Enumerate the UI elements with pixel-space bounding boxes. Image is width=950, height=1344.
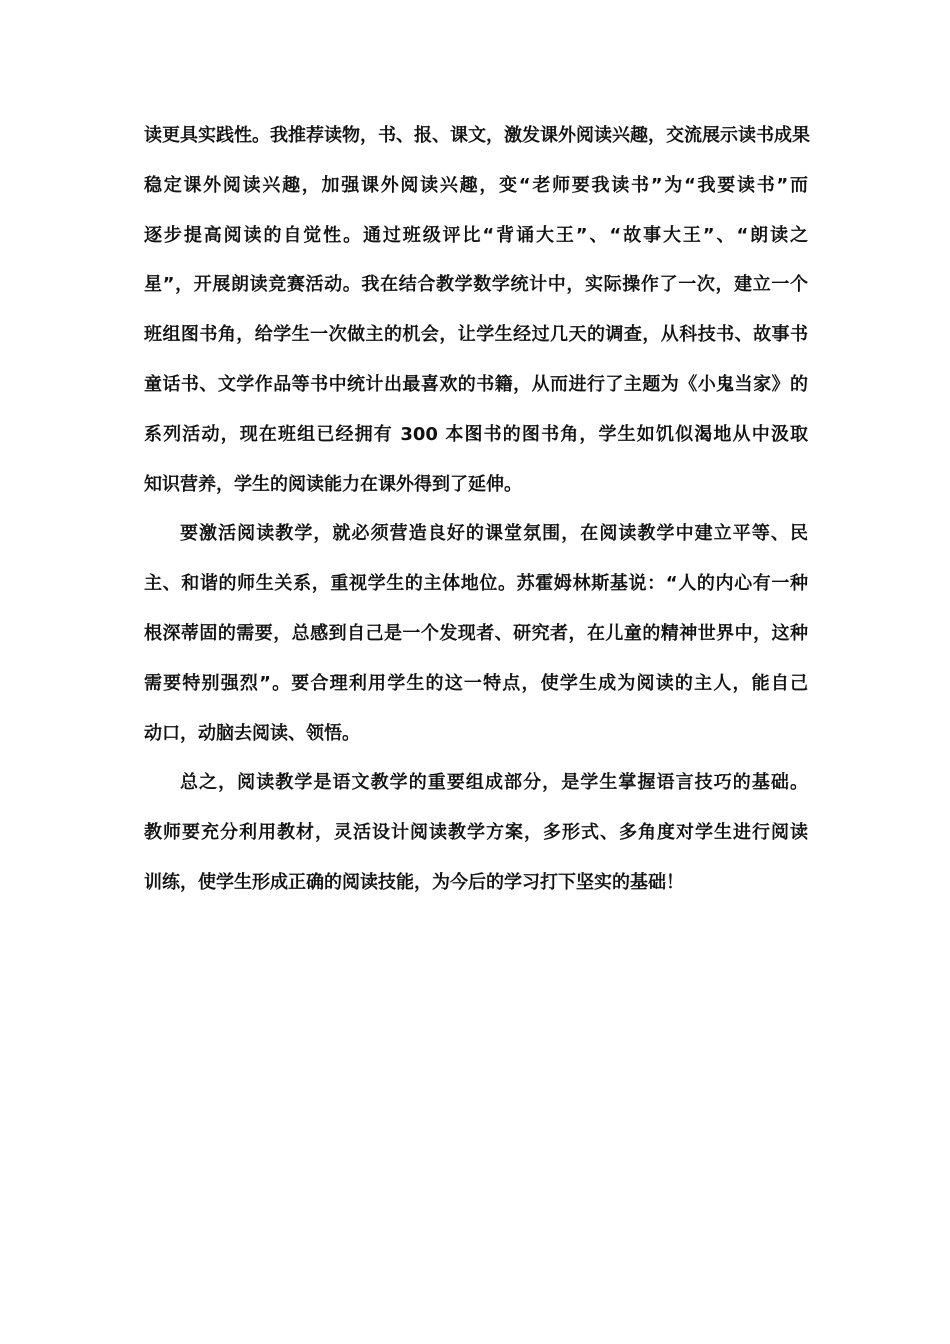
paragraph-2 — [144, 509, 808, 758]
text-line: 逐步提高阅读的自觉性。通过班级评比“背诵大王”、“故事大王”、“朗读之 — [144, 224, 808, 246]
text-line: 教师要充分利用教材，灵活设计阅读教学方案，多形式、多角度对学生进行阅读 — [144, 822, 808, 844]
text-line: 总之，阅读教学是语文教学的重要组成部分，是学生掌握语言技巧的基础。 — [180, 772, 808, 794]
text-line: 稳定课外阅读兴趣，加强课外阅读兴趣，变“老师要我读书”为“我要读书”而 — [144, 174, 808, 196]
text-line: 主、和谐的师生关系，重视学生的主体地位。苏霍姆林斯基说：“人的内心有一种 — [144, 573, 808, 595]
text-line: 班组图书角，给学生一次做主的机会，让学生经过几天的调查，从科技书、故事书 — [144, 324, 808, 346]
text-line: 要激活阅读教学，就必须营造良好的课堂氛围，在阅读教学中建立平等、民 — [180, 523, 808, 545]
text-line: 星”，开展朗读竞赛活动。我在结合教学数学统计中，实际操作了一次，建立一个 — [144, 274, 808, 296]
document-body — [144, 111, 808, 908]
text-line: 动口，动脑去阅读、领悟。 — [144, 722, 360, 744]
paragraph-1 — [144, 111, 808, 509]
text-line: 读更具实践性。我推荐读物，书、报、课文，激发课外阅读兴趣，交流展示读书成果 — [144, 125, 810, 146]
text-line: 根深蒂固的需要，总感到自己是一个发现者、研究者，在儿童的精神世界中，这种 — [144, 622, 808, 644]
paragraph-3 — [144, 758, 808, 907]
text-line: 需要特别强烈”。要合理利用学生的这一特点，使学生成为阅读的主人，能自己 — [144, 672, 808, 694]
text-line: 知识营养，学生的阅读能力在课外得到了延伸。 — [144, 473, 522, 495]
text-line: 训练，使学生形成正确的阅读技能，为今后的学习打下坚实的基础！ — [144, 871, 684, 893]
text-line: 童话书、文学作品等书中统计出最喜欢的书籍，从而进行了主题为《小鬼当家》的 — [144, 373, 808, 395]
text-line: 系列活动，现在班组已经拥有 300 本图书的图书角，学生如饥似渴地从中汲取 — [144, 423, 808, 445]
